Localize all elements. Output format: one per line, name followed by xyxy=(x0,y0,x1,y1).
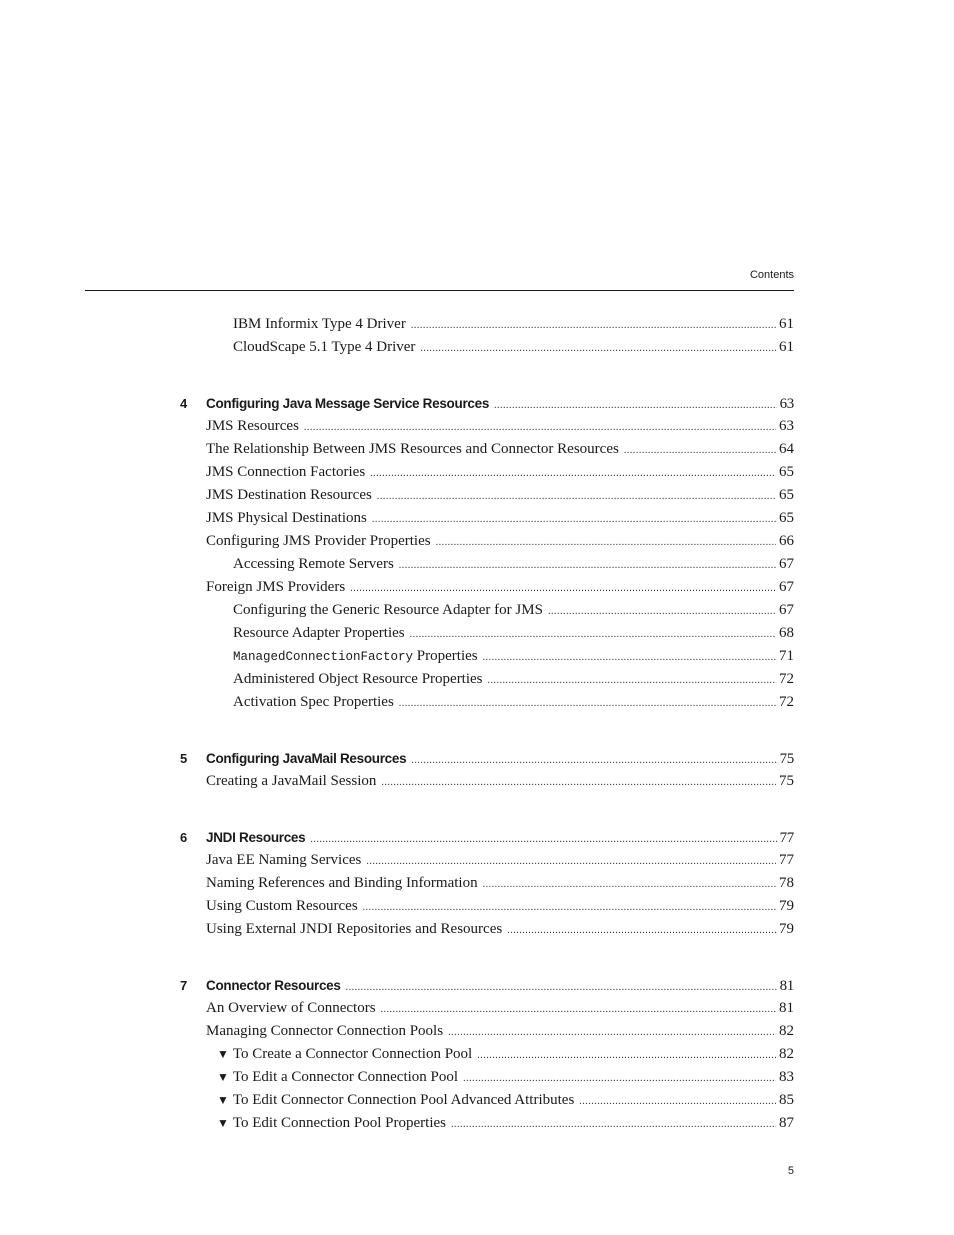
toc-entry xyxy=(0,918,954,941)
toc-entry xyxy=(0,507,954,530)
toc-entry-page: 68 xyxy=(779,625,794,641)
toc-entry xyxy=(0,997,954,1020)
dot-leader xyxy=(410,623,776,646)
toc-entry-title[interactable] xyxy=(233,645,478,669)
toc-entry-page: 82 xyxy=(779,1023,794,1039)
toc-entry-page: 72 xyxy=(779,671,794,687)
dot-leader xyxy=(507,919,776,942)
chapter-page: 77 xyxy=(779,830,794,846)
dot-leader xyxy=(488,669,776,692)
chapter-title[interactable]: Configuring Java Message Service Resources xyxy=(206,396,490,411)
dot-leader xyxy=(624,439,776,462)
toc-entry-title[interactable]: Creating a JavaMail Session xyxy=(206,773,377,789)
chapter-page: 63 xyxy=(779,396,794,412)
toc-entry xyxy=(0,770,954,793)
procedure-triangle-icon: ▼ xyxy=(217,1047,229,1061)
toc-entry-title[interactable]: To Create a Connector Connection Pool xyxy=(232,1046,473,1062)
dot-leader xyxy=(579,1090,776,1113)
toc-entry-title[interactable]: Configuring JMS Provider Properties xyxy=(206,533,431,549)
toc-entry-title[interactable]: To Edit a Connector Connection Pool xyxy=(232,1069,459,1085)
toc-entry-page: 79 xyxy=(779,921,794,937)
page-number: 5 xyxy=(787,1165,794,1177)
code-term: ManagedConnectionFactory xyxy=(233,650,414,664)
dot-leader xyxy=(420,337,776,360)
toc-entry-title[interactable]: Foreign JMS Providers xyxy=(206,579,346,595)
toc-entry-title[interactable]: Using External JNDI Repositories and Resources xyxy=(206,921,503,937)
chapter-heading xyxy=(0,392,954,415)
toc-entry-page: 66 xyxy=(779,533,794,549)
dot-leader xyxy=(483,873,776,896)
dot-leader xyxy=(477,1044,776,1067)
toc-entry-title[interactable]: To Edit Connection Pool Properties xyxy=(232,1115,446,1131)
dot-leader xyxy=(448,1021,776,1044)
chapter-number: 7 xyxy=(180,978,188,993)
toc-entry-title[interactable]: JMS Physical Destinations xyxy=(206,510,367,526)
toc-entry xyxy=(0,484,954,507)
toc-entry-title[interactable]: The Relationship Between JMS Resources and Connector Resources xyxy=(206,441,619,457)
toc-entry-page: 71 xyxy=(779,648,794,664)
dot-leader xyxy=(483,646,776,669)
toc-entry-title[interactable]: Naming References and Binding Information xyxy=(206,875,478,891)
dot-leader xyxy=(310,828,776,851)
toc-entry xyxy=(0,668,954,691)
toc-entry-page: 72 xyxy=(779,694,794,710)
toc-entry xyxy=(0,1066,954,1089)
dot-leader xyxy=(350,577,776,600)
toc-entry xyxy=(0,1043,954,1066)
chapter-heading xyxy=(0,974,954,997)
header-rule xyxy=(85,290,794,291)
toc-entry xyxy=(0,622,954,645)
toc-entry-title[interactable]: Configuring the Generic Resource Adapter for JMS xyxy=(233,602,543,618)
chapter-title[interactable]: Configuring JavaMail Resources xyxy=(206,751,407,766)
toc-entry-page: 67 xyxy=(779,579,794,595)
title-suffix: Properties xyxy=(413,648,478,664)
toc-entry-title[interactable]: Using Custom Resources xyxy=(206,898,358,914)
toc-entry xyxy=(0,599,954,622)
dot-leader xyxy=(370,462,776,485)
toc-entry xyxy=(0,1112,954,1135)
toc-entry-page: 65 xyxy=(779,464,794,480)
toc-entry xyxy=(0,576,954,599)
toc-entry-page: 75 xyxy=(779,773,794,789)
dot-leader xyxy=(377,485,776,508)
dot-leader xyxy=(399,692,776,715)
toc-entry-title[interactable]: JMS Destination Resources xyxy=(206,487,372,503)
running-head: Contents xyxy=(749,269,794,281)
dot-leader xyxy=(436,531,776,554)
toc-entry xyxy=(0,336,954,359)
toc-entry-title[interactable]: Managing Connector Connection Pools xyxy=(206,1023,444,1039)
dot-leader xyxy=(381,771,776,794)
toc-entry-page: 79 xyxy=(779,898,794,914)
dot-leader xyxy=(463,1067,776,1090)
dot-leader xyxy=(363,896,776,919)
toc-entry xyxy=(0,438,954,461)
toc-entry xyxy=(0,1020,954,1043)
toc-entry-title[interactable]: Java EE Naming Services xyxy=(206,852,362,868)
table-of-contents xyxy=(0,313,954,1135)
toc-entry-page: 77 xyxy=(779,852,794,868)
toc-entry xyxy=(0,530,954,553)
chapter-heading xyxy=(0,747,954,770)
toc-entry xyxy=(0,415,954,438)
toc-entry-title[interactable]: Administered Object Resource Properties xyxy=(233,671,483,687)
chapter-number: 6 xyxy=(180,830,188,845)
toc-entry-page: 85 xyxy=(779,1092,794,1108)
dot-leader xyxy=(451,1113,776,1136)
toc-entry-page: 67 xyxy=(779,556,794,572)
toc-entry-page: 81 xyxy=(779,1000,794,1016)
dot-leader xyxy=(346,976,777,999)
toc-entry xyxy=(0,691,954,714)
dot-leader xyxy=(494,394,777,417)
toc-entry xyxy=(0,849,954,872)
dot-leader xyxy=(399,554,776,577)
toc-entry-page: 61 xyxy=(779,316,794,332)
toc-entry-title[interactable]: CloudScape 5.1 Type 4 Driver xyxy=(233,339,416,355)
dot-leader xyxy=(304,416,776,439)
toc-entry-title[interactable]: JMS Connection Factories xyxy=(206,464,366,480)
toc-entry-page: 65 xyxy=(779,487,794,503)
toc-entry-page: 64 xyxy=(779,441,794,457)
toc-entry-page: 61 xyxy=(779,339,794,355)
toc-entry-page: 78 xyxy=(779,875,794,891)
dot-leader xyxy=(372,508,776,531)
dot-leader xyxy=(381,998,776,1021)
toc-entry xyxy=(0,553,954,576)
toc-entry-title[interactable]: An Overview of Connectors xyxy=(206,1000,376,1016)
toc-entry xyxy=(0,645,954,668)
chapter-number: 5 xyxy=(180,751,188,766)
chapter-page: 75 xyxy=(779,751,794,767)
toc-entry xyxy=(0,461,954,484)
toc-entry xyxy=(0,872,954,895)
toc-entry-page: 67 xyxy=(779,602,794,618)
procedure-triangle-icon: ▼ xyxy=(217,1116,229,1130)
procedure-triangle-icon: ▼ xyxy=(217,1093,229,1107)
dot-leader xyxy=(411,749,776,772)
chapter-title[interactable]: JNDI Resources xyxy=(206,830,306,845)
toc-entry xyxy=(0,313,954,336)
procedure-triangle-icon: ▼ xyxy=(217,1070,229,1084)
toc-entry-page: 83 xyxy=(779,1069,794,1085)
dot-leader xyxy=(411,314,776,337)
dot-leader xyxy=(366,850,776,873)
chapter-number: 4 xyxy=(180,396,188,411)
toc-entry xyxy=(0,895,954,918)
toc-entry xyxy=(0,1089,954,1112)
chapter-page: 81 xyxy=(779,978,794,994)
toc-entry-page: 82 xyxy=(779,1046,794,1062)
toc-entry-page: 63 xyxy=(779,418,794,434)
toc-entry-title[interactable]: Accessing Remote Servers xyxy=(233,556,394,572)
toc-entry-title[interactable]: Resource Adapter Properties xyxy=(233,625,405,641)
chapter-heading xyxy=(0,826,954,849)
toc-entry-title[interactable]: IBM Informix Type 4 Driver xyxy=(233,316,406,332)
toc-entry-page: 65 xyxy=(779,510,794,526)
toc-entry-title[interactable]: JMS Resources xyxy=(206,418,299,434)
toc-entry-title[interactable]: Activation Spec Properties xyxy=(233,694,394,710)
dot-leader xyxy=(548,600,776,623)
toc-entry-page: 87 xyxy=(779,1115,794,1131)
toc-entry-title[interactable]: To Edit Connector Connection Pool Advanced Attributes xyxy=(232,1092,575,1108)
chapter-title[interactable]: Connector Resources xyxy=(206,978,341,993)
